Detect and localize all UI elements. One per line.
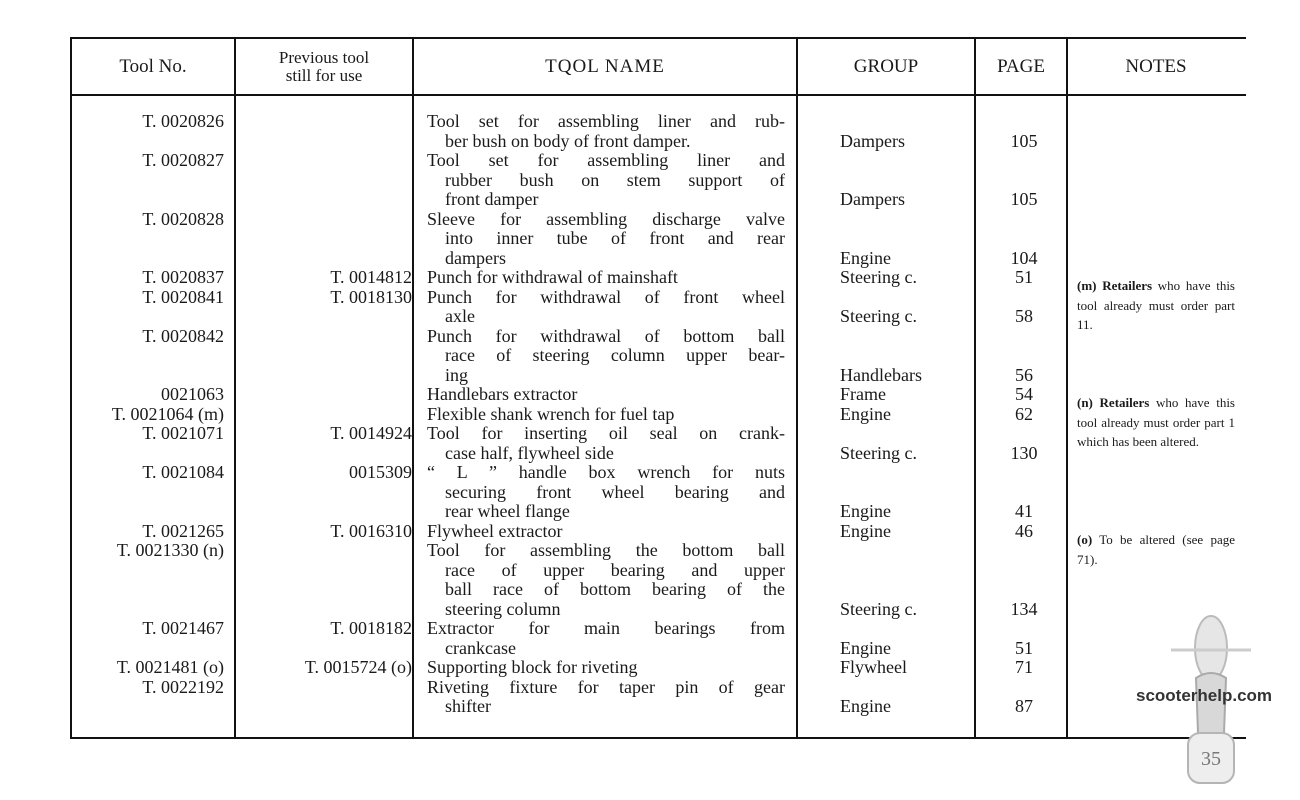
tool-name: into inner tube of front and rear <box>445 228 785 248</box>
page-number: 41 <box>1015 501 1033 521</box>
tool-name: steering column <box>445 598 561 619</box>
table-line <box>0 209 1300 229</box>
header-previous-tool: Previous tool still for use <box>278 48 370 85</box>
table-line <box>0 501 1300 521</box>
group: Engine <box>840 247 891 268</box>
table-line <box>0 111 1300 131</box>
group: Dampers <box>840 189 905 209</box>
tool-name: race of steering column upper bear- <box>445 345 785 365</box>
group: Steering c. <box>840 306 917 326</box>
header-divider <box>70 94 1246 96</box>
tool-name: securing front wheel bearing and <box>445 481 785 502</box>
tool-name: rubber bush on stem support of <box>445 169 785 190</box>
header-page: PAGE <box>997 56 1045 77</box>
tool-number: T. 0020841 <box>142 286 224 307</box>
page-number: 51 <box>1015 637 1033 658</box>
table-line <box>0 657 1300 677</box>
tool-number: 0021063 <box>161 384 224 404</box>
tool-number: T. 0021064 (m) <box>111 403 224 424</box>
group: Flywheel <box>840 657 907 677</box>
note-n: (n) Retailers who have this tool already must order part 1 which has been altered. <box>1077 395 1235 449</box>
group: Engine <box>840 501 891 521</box>
tool-name: Handlebars extractor <box>427 384 578 404</box>
page-number: 104 <box>1010 247 1038 268</box>
tool-name: Riveting fixture for taper pin of gear <box>427 676 785 697</box>
table-line <box>0 638 1300 658</box>
tool-number: T. 0020828 <box>142 208 224 229</box>
note-m: (m) Retailers who have this tool already must order part 11. <box>1077 278 1235 332</box>
tool-number: T. 0020837 <box>142 267 224 287</box>
page-number: 71 <box>1015 657 1033 677</box>
tool-name: Tool set for assembling liner and <box>427 150 785 170</box>
tool-name: axle <box>445 306 475 326</box>
previous-tool: T. 0014924 <box>330 423 412 443</box>
tool-name: Punch for withdrawal of bottom ball <box>427 325 785 346</box>
group: Steering c. <box>840 267 917 287</box>
tool-name: Flexible shank wrench for fuel tap <box>427 403 675 424</box>
table-line <box>0 579 1300 599</box>
tool-number: T. 0020826 <box>142 111 224 131</box>
previous-tool: T. 0018182 <box>330 618 412 638</box>
group: Steering c. <box>840 598 917 619</box>
tool-name: front damper <box>445 189 539 209</box>
group: Steering c. <box>840 442 917 463</box>
tool-number: T. 0021467 <box>142 618 224 638</box>
table-line <box>0 482 1300 502</box>
tool-number: T. 0021071 <box>142 423 224 443</box>
tool-name: crankcase <box>445 637 516 658</box>
page-number: 58 <box>1015 306 1033 326</box>
table-line <box>0 228 1300 248</box>
tool-number: T. 0020842 <box>142 325 224 346</box>
tool-name: Tool for inserting oil seal on crank- <box>427 423 785 443</box>
header-tool-no: Tool No. <box>119 56 187 77</box>
header-tool-name: TQOL NAME <box>545 56 665 77</box>
tool-name: Sleeve for assembling discharge valve <box>427 208 785 229</box>
group: Engine <box>840 403 891 424</box>
group: Dampers <box>840 130 905 151</box>
tool-name: Tool set for assembling liner and rub- <box>427 111 785 131</box>
table-line <box>0 248 1300 268</box>
tool-name: ing <box>445 364 469 385</box>
group: Handlebars <box>840 364 922 385</box>
page-number: 62 <box>1015 403 1033 424</box>
tool-number: T. 0021084 <box>142 462 224 482</box>
tool-name: shifter <box>445 696 491 716</box>
tool-number: T. 0021265 <box>142 520 224 541</box>
group: Engine <box>840 520 891 541</box>
table-line <box>0 150 1300 170</box>
tool-number: T. 0022192 <box>142 676 224 697</box>
tool-name: race of upper bearing and upper <box>445 559 785 580</box>
table-line <box>0 345 1300 365</box>
note-o: (o) To be altered (see page 71). <box>1077 532 1235 567</box>
table-line <box>0 365 1300 385</box>
tool-name: Punch for withdrawal of mainshaft <box>427 267 678 287</box>
table-line <box>0 462 1300 482</box>
previous-tool: T. 0018130 <box>330 286 412 307</box>
table-line <box>0 170 1300 190</box>
page-number: 54 <box>1015 384 1033 404</box>
tool-name: Punch for withdrawal of front wheel <box>427 286 785 307</box>
header-notes: NOTES <box>1125 56 1187 77</box>
table-line <box>0 696 1300 716</box>
tool-name: rear wheel flange <box>445 501 570 521</box>
previous-tool: 0015309 <box>349 462 412 482</box>
previous-tool: T. 0014812 <box>330 267 412 287</box>
tool-name: Tool for assembling the bottom ball <box>427 540 785 560</box>
page-number: 51 <box>1015 267 1033 287</box>
table-line <box>0 189 1300 209</box>
tool-name: ber bush on body of front damper. <box>445 130 691 151</box>
tool-name: Flywheel extractor <box>427 520 563 541</box>
tool-name: Extractor for main bearings from <box>427 618 785 638</box>
tool-name: Supporting block for riveting <box>427 657 638 677</box>
table-line <box>0 618 1300 638</box>
tool-name: dampers <box>445 247 506 268</box>
page-number: 87 <box>1015 696 1033 716</box>
page-number: 46 <box>1015 520 1033 541</box>
tool-number: T. 0021481 (o) <box>116 657 224 677</box>
table-line <box>0 599 1300 619</box>
table-line <box>0 677 1300 697</box>
group: Frame <box>840 384 886 404</box>
tool-number: T. 0021330 (n) <box>116 540 224 560</box>
tool-name: “ L ” handle box wrench for nuts <box>427 462 785 482</box>
page-number: 105 <box>1010 130 1038 151</box>
previous-tool: T. 0015724 (o) <box>304 657 412 677</box>
group: Engine <box>840 696 891 716</box>
tool-number: T. 0020827 <box>142 150 224 170</box>
table-line <box>0 131 1300 151</box>
page-number: 105 <box>1010 189 1038 209</box>
page-number-mark: 35 <box>1201 748 1221 770</box>
page-number: 56 <box>1015 364 1033 385</box>
watermark-text: scooterhelp.com <box>1136 686 1273 705</box>
group: Engine <box>840 637 891 658</box>
page-number: 130 <box>1010 442 1038 463</box>
tool-name: case half, flywheel side <box>445 442 614 463</box>
header-group: GROUP <box>853 56 919 77</box>
previous-tool: T. 0016310 <box>330 520 412 541</box>
page-number: 134 <box>1010 598 1038 619</box>
tool-name: ball race of bottom bearing of the <box>445 579 785 599</box>
